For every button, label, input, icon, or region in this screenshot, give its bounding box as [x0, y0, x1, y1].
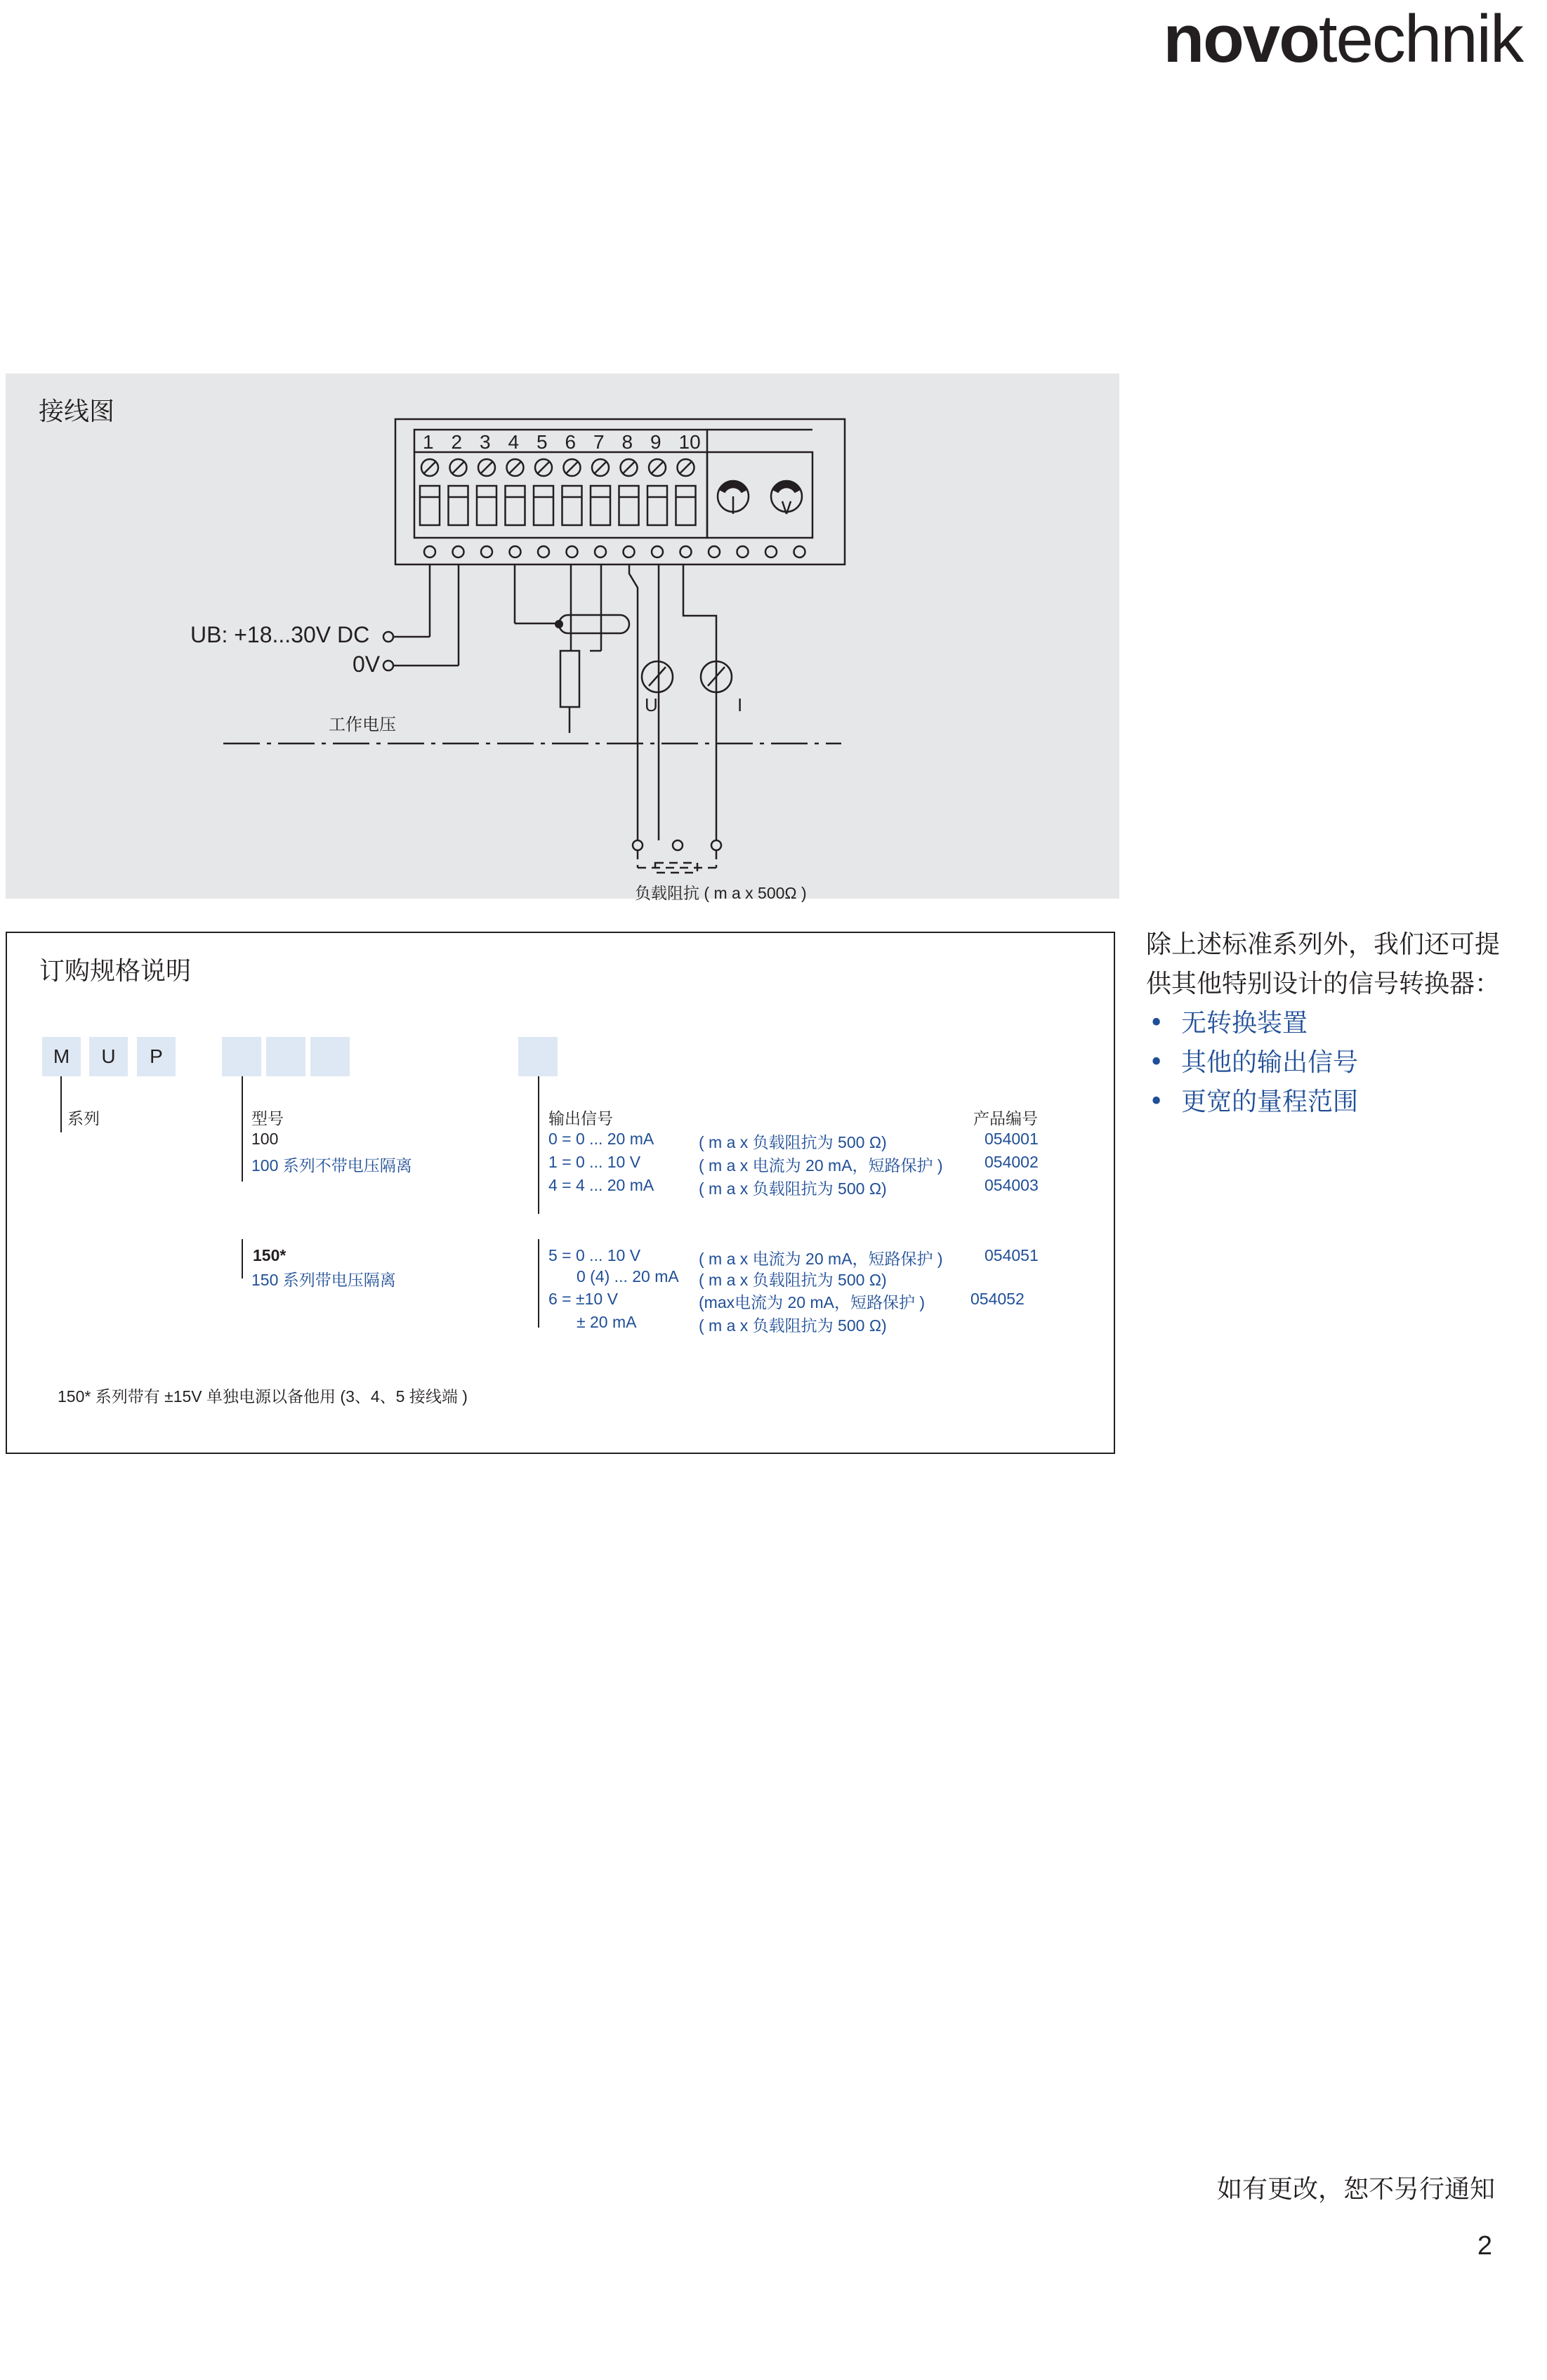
code-box-model-1: [222, 1037, 261, 1076]
zero-volt-label: 0V: [353, 652, 381, 677]
series-header: 系列: [67, 1109, 100, 1128]
terminal-holes: [424, 546, 805, 557]
list-item: [1146, 1004, 1511, 1043]
terminal-hole: [481, 546, 492, 557]
side-intro: 除上述标准系列外，我们还可提供其他特别设计的信号转换器：: [1146, 930, 1501, 998]
model-header: 型号: [251, 1109, 284, 1128]
output-row-note: (max电流为 20 mA，短路保护 ): [699, 1293, 926, 1311]
output-row-note: ( m a x 电流为 20 mA，短路保护 ): [699, 1156, 943, 1175]
output-row: 6 = ±10 V: [548, 1290, 618, 1308]
terminal-hole: [567, 546, 578, 557]
terminal-number: 5: [536, 431, 548, 453]
code-box-model-2: [266, 1037, 305, 1076]
output-row: 0 (4) ... 20 mA: [577, 1267, 679, 1285]
code-box-u: U: [89, 1037, 128, 1076]
terminal-hole: [595, 546, 606, 557]
terminal-clamps: [420, 486, 696, 525]
terminal-number: 4: [508, 431, 520, 453]
load-impedance-label: 负载阻抗 ( m a x 500Ω ): [635, 884, 807, 902]
model-150-desc: 150 系列带电压隔离: [251, 1271, 396, 1289]
product-code: 054002: [985, 1153, 1039, 1171]
side-list: [1146, 1004, 1511, 1122]
load-resistor: [655, 863, 697, 873]
terminal-hole: [624, 546, 635, 557]
output-row: 1 = 0 ... 10 V: [548, 1153, 641, 1171]
terminal-hole: [737, 546, 749, 557]
model-connector-a: [242, 1076, 243, 1182]
work-voltage-label: 工作电压: [329, 715, 396, 734]
footnote: 150* 系列带有 ±15V 单独电源以备他用 (3、4、5 接线端 ): [58, 1387, 468, 1406]
code-box-p: P: [137, 1037, 176, 1076]
output-row: 0 = 0 ... 20 mA: [548, 1130, 654, 1148]
terminal-hole: [709, 546, 720, 557]
model-100: 100: [251, 1130, 279, 1148]
code-box-output: [518, 1037, 558, 1076]
terminal-clamp: [619, 486, 639, 525]
output-connector-b: [538, 1239, 539, 1328]
terminal-hole: [794, 546, 805, 557]
novotechnik-logo: [1163, 1, 1522, 77]
terminal-clamp: [449, 486, 468, 525]
terminal-clamp: [506, 486, 525, 525]
ordering-spec-panel: [6, 932, 1115, 1454]
output-connector-a: [538, 1076, 539, 1214]
product-code: 054001: [985, 1130, 1039, 1148]
bullet-icon: •: [1149, 1009, 1164, 1038]
list-item-text: 更宽的量程范围: [1181, 1087, 1359, 1116]
list-item: [1146, 1043, 1511, 1083]
terminal-clamp: [534, 486, 553, 525]
side-note: [1146, 925, 1511, 1122]
terminal-clamp: [591, 486, 610, 525]
output-row: ± 20 mA: [577, 1313, 637, 1331]
change-notice: 如有更改，恕不另行通知: [1216, 2175, 1495, 2204]
trim-block: [707, 452, 812, 538]
terminal-number: 1: [423, 431, 434, 453]
product-header: 产品编号: [973, 1109, 1038, 1128]
product-code: 054051: [985, 1246, 1039, 1264]
terminal-number: 9: [650, 431, 661, 453]
code-box-m: M: [42, 1037, 81, 1076]
page-number: 2: [1477, 2231, 1492, 2261]
product-code: 054003: [985, 1176, 1039, 1194]
supply-voltage-label: UB: +18...30V DC: [190, 622, 370, 647]
list-item: [1146, 1083, 1511, 1122]
terminal-hole: [510, 546, 521, 557]
u-label: U: [645, 694, 658, 715]
output-row-note: ( m a x 负载阻抗为 500 Ω): [699, 1271, 887, 1289]
code-box-model-3: [310, 1037, 350, 1076]
output-row-note: ( m a x 负载阻抗为 500 Ω): [699, 1133, 887, 1151]
bullet-icon: •: [1149, 1048, 1164, 1077]
list-item-text: 无转换装置: [1181, 1009, 1308, 1038]
logo-light-part: technik: [1318, 1, 1522, 77]
terminal-hole: [652, 546, 663, 557]
terminal-screws: [421, 459, 694, 476]
output-row-note: ( m a x 负载阻抗为 500 Ω): [699, 1316, 887, 1335]
wiring-diagram-panel: [6, 373, 1119, 902]
terminal-clamp: [477, 486, 496, 525]
model-100-desc: 100 系列不带电压隔离: [251, 1156, 412, 1175]
terminal-number: 3: [480, 431, 491, 453]
logo-bold-part: novo: [1163, 1, 1319, 77]
model-connector-b: [242, 1239, 243, 1278]
terminal-hole: [424, 546, 435, 557]
terminal-clamp: [420, 486, 440, 525]
ordering-title: 订购规格说明: [39, 956, 192, 985]
wiring-diagram: [6, 373, 1119, 899]
series-connector: [60, 1076, 62, 1132]
terminal-hole: [538, 546, 549, 557]
terminal-number: 6: [565, 431, 577, 453]
terminal-hole: [765, 546, 777, 557]
terminal-hole: [680, 546, 692, 557]
bullet-icon: •: [1149, 1087, 1164, 1116]
output-row-note: ( m a x 电流为 20 mA，短路保护 ): [699, 1250, 943, 1268]
model-150: 150*: [253, 1246, 287, 1264]
wiring-title: 接线图: [39, 397, 115, 425]
terminal-number: 2: [451, 431, 463, 453]
output-row: 4 = 4 ... 20 mA: [548, 1176, 654, 1194]
terminal-hole: [453, 546, 464, 557]
terminal-number: 7: [593, 431, 605, 453]
potentiometer: [560, 651, 579, 707]
terminal-clamp: [647, 486, 667, 525]
terminal-clamp: [562, 486, 582, 525]
output-row: 5 = 0 ... 10 V: [548, 1246, 641, 1264]
product-code: 054052: [970, 1290, 1025, 1308]
output-row-note: ( m a x 负载阻抗为 500 Ω): [699, 1179, 887, 1198]
terminal-number: 10: [678, 431, 701, 453]
output-header: 输出信号: [548, 1109, 613, 1128]
terminal-number: 8: [621, 431, 633, 453]
list-item-text: 其他的输出信号: [1181, 1048, 1359, 1077]
i-label: I: [737, 694, 743, 715]
terminal-clamp: [676, 486, 696, 525]
